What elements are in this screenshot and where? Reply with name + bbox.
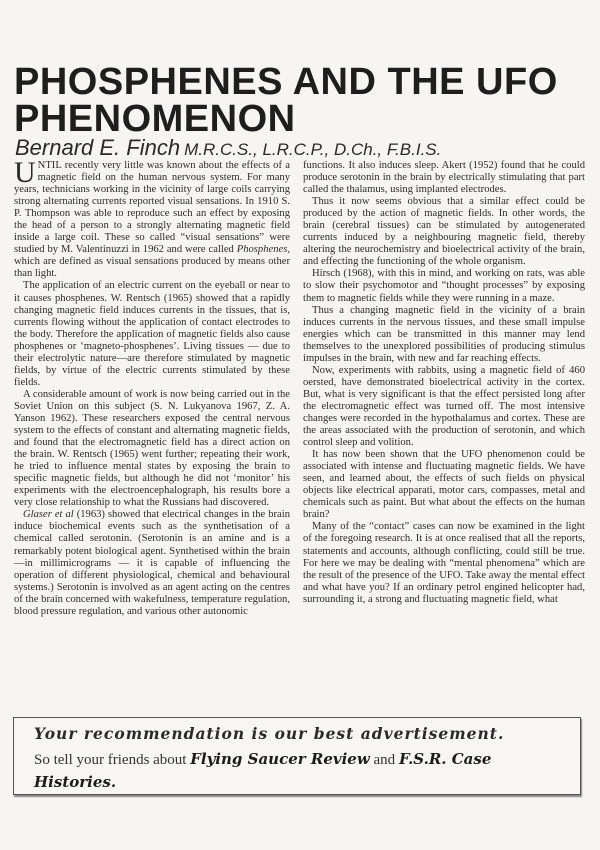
author-name: Bernard E. Finch (15, 135, 181, 160)
paragraph-text: (1963) showed that electrical changes in the brain induce biochemical events such as the synthetisation of a chemical called serotonin. (Serotonin is an amine and is a remarkably potent biological agent. Synthetised within the brain—in millimicrograms — it is capable of influencing the operation of different physiological, chemical and behavioural systems.) Serotonin is involved as an agent acting on the centres of the brain concerned with wakefulness, temperature regulation, blood pressure regulation, and various other autonomic (14, 509, 290, 617)
right-column (303, 160, 585, 606)
paragraph: A considerable amount of work is now being carried out in the Soviet Union on this subject (S. N. Lukyanova 1967, Z. A. Yanson 1962). These researchers exposed the central nervous system to the effects of constant and alternating magnetic fields, and found that the electromagnetic field has a direct action on the brain. W. Rentsch (1965) went further; repeating their work, he tried to influence mental states by exposing the brain to specific magnetic fields, but although he did not ‘monitor’ his experiments with the electroencephalograph, his results bore a very close relationship to what the Russians had discovered. (14, 388, 290, 509)
publication-name: F.S.R. Case Histories. (34, 750, 492, 791)
byline (15, 135, 595, 161)
advert-text (34, 748, 574, 794)
author-qualifications: M.R.C.S., L.R.C.P., D.Ch., F.B.I.S. (184, 140, 442, 159)
paragraph-text: NTIL recently very little was known about the effects of a magnetic field on the human nervous system. For many years, technicians working in the vicinity of large coils carrying strong alternating currents reported visual sensations. In 1910 S. P. Thompson was able to reproduce such an effect by exposing the head of a person to a strongly alternating magnetic field inside a large coil. These so called “visual sensations” were studied by M. Valentinuzzi in 1962 and were called (14, 160, 290, 256)
drop-cap: U (14, 156, 36, 189)
paragraph: Thus it now seems obvious that a similar effect could be produced by the action of magnetic fields. In other words, the brain (cerebral tissues) can be stimulated by autogenerated currents induced by a neighbouring magnetic field, thereby altering the neurochemistry and bioelectrical activity of the brain, and effecting the functioning of the whole organism. (303, 196, 585, 268)
advert-headline: Your recommendation is our best advertisement. (34, 724, 505, 743)
paragraph-text: which are defined as visual sensations produced by means other than light. (14, 256, 290, 280)
paragraph: Now, experiments with rabbits, using a magnetic field of 460 oersted, have demonstrated bioelectrical activity in the cortex. But, what is very significant is that the effect persisted long after the electromagnetic effect was turned off. The most intensive changes were recorded in the hypothalamus and cortex. These are the areas associated with the production of serotonin, and which control sleep and volition. (303, 364, 585, 449)
paragraph: functions. It also induces sleep. Akert (1952) found that he could produce serotonin in the brain by electrically stimulating that part called the thalamus, using implanted electrodes. (303, 160, 585, 196)
paragraph: It has now been shown that the UFO phenomenon could be associated with intense and fluctuating magnetic fields. We have seen, and learned about, the effects of such fields on physical objects like electrical apparati, motor cars, compasses, metal and chemicals such as paint. But what about the effects on the human brain? (303, 449, 585, 521)
emphasis-text: Glaser et al (23, 509, 74, 521)
advert-text-part: and (369, 752, 399, 768)
paragraph: Many of the “contact” cases can now be examined in the light of the foregoing research. It is at once realised that all the reports, statements and accounts, although conflicting, could still be true. For here we may be dealing with “mental phenomena” which are the result of the presence of the UFO. Take away the mental effect and what have you? If an ordinary petrol engined helicopter had, surrounding it, a strong and fluctuating magnetic field, what (303, 521, 585, 605)
paragraph: The application of an electric current on the eyeball or near to it causes phosphenes. W. Rentsch (1965) showed that a rapidly changing magnetic field induces currents in the tissues, that is, currents flowing without the application of contact electrodes to the body. Therefore the application of magnetic fields also cause phosphenes or ‘magneto-phosphenes’. Living tissues — due to their electrolytic nature—are therefore stimulated by magnetic fields, by virtue of the electric currents stimulated by these fields. (14, 280, 290, 388)
paragraph (14, 509, 290, 617)
paragraph: Hirsch (1968), with this in mind, and working on rats, was able to slow their psychomotor and “thought processes” by exposing them to magnetic fields while they were running in a maze. (303, 268, 585, 304)
publication-name: Flying Saucer Review (190, 750, 370, 768)
advertisement-box (13, 717, 581, 795)
left-column (14, 156, 290, 618)
advert-text-part: So tell your friends about (34, 752, 191, 768)
article-title: PHOSPHENES AND THE UFO PHENOMENON (14, 61, 558, 140)
paragraph: Thus a changing magnetic field in the vicinity of a brain induces currents in the nervous tissues, and these small impulse energies which can be transmitted in this manner may lend themselves to the unexplored possibilities of producing stimulus impulses in the brain, with new and far reaching effects. (303, 304, 585, 364)
paragraph (14, 156, 290, 280)
emphasis-text: Phosphenes, (236, 244, 290, 256)
